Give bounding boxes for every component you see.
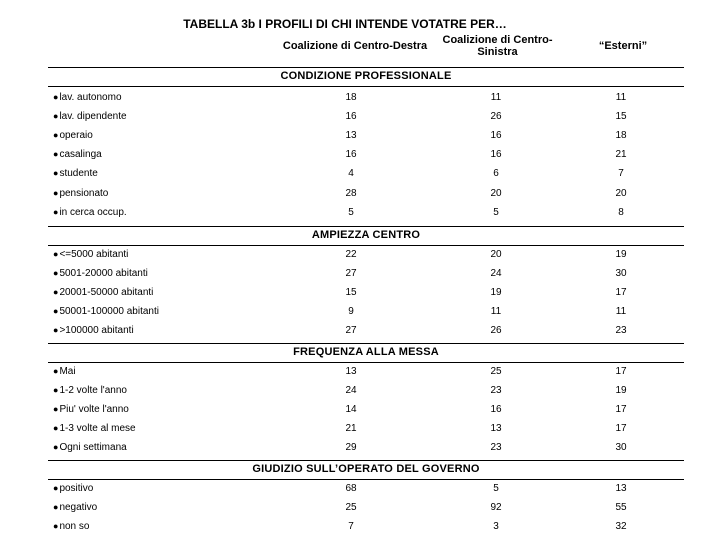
bullet-icon: ● <box>53 521 59 532</box>
row-label-text: Piu' volte l'anno <box>59 404 129 416</box>
row-label-text: lav. dipendente <box>59 111 127 123</box>
value-cell: 14 <box>345 404 357 416</box>
row-label-text: positivo <box>59 483 94 494</box>
value-cell: 55 <box>615 502 627 514</box>
bullet-icon: ● <box>53 149 59 160</box>
value-cell: 19 <box>615 249 627 260</box>
value-cell: 9 <box>348 306 354 318</box>
row-label-text: non so <box>59 521 90 533</box>
table-row <box>48 302 684 321</box>
value-cell: 20 <box>490 249 502 260</box>
value-cell: 7 <box>348 521 354 533</box>
value-cell: 18 <box>345 92 357 103</box>
value-cell: 3 <box>493 521 499 533</box>
value-cell: 22 <box>345 249 357 260</box>
value-cell: 24 <box>345 385 357 397</box>
table-row <box>48 184 684 203</box>
row-label-text: Mai <box>59 366 76 377</box>
value-cell: 15 <box>345 287 357 299</box>
row-label <box>53 321 134 340</box>
row-label-text: casalinga <box>59 149 102 161</box>
bullet-icon: ● <box>53 111 59 122</box>
value-cell: 16 <box>490 149 502 161</box>
bullet-icon: ● <box>53 483 59 493</box>
table-row <box>48 419 684 438</box>
table-row <box>48 438 684 457</box>
table-title: TABELLA 3b I PROFILI DI CHI INTENDE VOTATRE PER… <box>183 17 507 31</box>
value-cell: 13 <box>345 130 357 142</box>
row-label <box>53 164 98 183</box>
value-cell: 27 <box>345 325 357 337</box>
section-rule-top <box>48 226 684 227</box>
value-cell: 23 <box>615 325 627 337</box>
value-cell: 11 <box>615 92 627 103</box>
bullet-icon: ● <box>53 423 59 434</box>
value-cell: 32 <box>615 521 627 533</box>
value-cell: 13 <box>345 366 357 377</box>
column-header-centro-destra: Coalizione di Centro-Destra <box>282 40 428 52</box>
value-cell: 27 <box>345 268 357 280</box>
row-label <box>53 107 127 126</box>
bullet-icon: ● <box>53 306 59 317</box>
row-label-text: 5001-20000 abitanti <box>59 268 148 280</box>
bullet-icon: ● <box>53 92 59 102</box>
value-cell: 19 <box>490 287 502 299</box>
table-row <box>48 145 684 164</box>
row-label-text: operaio <box>59 130 93 142</box>
table-row <box>48 283 684 302</box>
row-label <box>53 419 136 438</box>
value-cell: 25 <box>345 502 357 514</box>
value-cell: 17 <box>615 366 627 377</box>
bullet-icon: ● <box>53 168 59 179</box>
value-cell: 6 <box>493 168 499 180</box>
value-cell: 92 <box>490 502 502 514</box>
table-row <box>48 362 684 381</box>
bullet-icon: ● <box>53 268 59 279</box>
bullet-icon: ● <box>53 366 59 376</box>
row-label-text: 50001-100000 abitanti <box>59 306 159 318</box>
row-label-text: in cerca occup. <box>59 206 127 218</box>
value-cell: 25 <box>490 366 502 377</box>
row-label <box>53 498 97 517</box>
value-cell: 13 <box>490 423 502 435</box>
row-label-text: studente <box>59 168 98 180</box>
section-rule-bottom <box>48 86 684 87</box>
row-label <box>53 203 127 222</box>
value-cell: 11 <box>490 92 502 103</box>
value-cell: 17 <box>615 423 627 435</box>
row-label <box>53 245 128 264</box>
section-heading: CONDIZIONE PROFESSIONALE <box>280 70 452 82</box>
row-label-text: lav. autonomo <box>59 92 122 103</box>
value-cell: 30 <box>615 268 627 280</box>
row-label <box>53 88 122 107</box>
table-row <box>48 126 684 145</box>
bullet-icon: ● <box>53 287 59 298</box>
row-label <box>53 283 153 302</box>
bullet-icon: ● <box>53 130 59 141</box>
row-label <box>53 302 159 321</box>
column-header-esterni: “Esterni” <box>598 40 648 52</box>
value-cell: 30 <box>615 442 627 454</box>
table-row <box>48 107 684 126</box>
value-cell: 7 <box>618 168 624 180</box>
table-row <box>48 381 684 400</box>
value-cell: 16 <box>490 130 502 142</box>
value-cell: 8 <box>618 206 624 218</box>
value-cell: 16 <box>345 149 357 161</box>
value-cell: 18 <box>615 130 627 142</box>
table-row <box>48 264 684 283</box>
value-cell: 16 <box>345 111 357 123</box>
table-row <box>48 517 684 536</box>
table-row <box>48 164 684 183</box>
row-label-text: 1-2 volte l'anno <box>59 385 127 397</box>
bullet-icon: ● <box>53 502 59 513</box>
table-row <box>48 88 684 107</box>
section-heading: GIUDIZIO SULL’OPERATO DEL GOVERNO <box>252 463 480 475</box>
row-label-text: negativo <box>59 502 98 514</box>
section-heading: AMPIEZZA CENTRO <box>311 229 421 241</box>
value-cell: 5 <box>493 483 499 494</box>
row-label-text: 1-3 volte al mese <box>59 423 136 435</box>
bullet-icon: ● <box>53 442 59 453</box>
value-cell: 11 <box>615 306 627 318</box>
value-cell: 23 <box>490 442 502 454</box>
value-cell: 26 <box>490 111 502 123</box>
value-cell: 5 <box>348 206 354 218</box>
row-label-text: 20001-50000 abitanti <box>59 287 154 299</box>
section-rule-top <box>48 460 684 461</box>
value-cell: 20 <box>490 187 502 199</box>
row-label-text: Ogni settimana <box>59 442 127 454</box>
row-label <box>53 438 127 457</box>
row-label-text: <=5000 abitanti <box>59 249 129 260</box>
value-cell: 17 <box>615 404 627 416</box>
row-label <box>53 184 108 203</box>
value-cell: 11 <box>490 306 502 318</box>
value-cell: 5 <box>493 206 499 218</box>
row-label <box>53 479 93 498</box>
value-cell: 28 <box>345 187 357 199</box>
section-heading: FREQUENZA ALLA MESSA <box>293 346 439 358</box>
table-row <box>48 203 684 222</box>
value-cell: 23 <box>490 385 502 397</box>
table-row <box>48 245 684 264</box>
table-row <box>48 400 684 419</box>
row-label <box>53 145 102 164</box>
value-cell: 15 <box>615 111 627 123</box>
section-rule-top <box>48 67 684 68</box>
value-cell: 21 <box>615 149 627 161</box>
value-cell: 29 <box>345 442 357 454</box>
column-header-centro-sinistra-text: Coalizione di Centro- Sinistra <box>442 34 553 58</box>
bullet-icon: ● <box>53 385 59 396</box>
row-label <box>53 400 129 419</box>
section-rule-top <box>48 343 684 344</box>
row-label <box>53 362 76 381</box>
bullet-icon: ● <box>53 187 59 198</box>
bullet-icon: ● <box>53 249 59 259</box>
value-cell: 19 <box>615 385 627 397</box>
value-cell: 13 <box>615 483 627 494</box>
row-label <box>53 517 89 536</box>
value-cell: 20 <box>615 187 627 199</box>
bullet-icon: ● <box>53 325 59 336</box>
column-header-centro-sinistra <box>425 34 570 58</box>
value-cell: 16 <box>490 404 502 416</box>
table-row <box>48 321 684 340</box>
value-cell: 68 <box>345 483 357 494</box>
row-label <box>53 264 148 283</box>
bullet-icon: ● <box>53 404 59 415</box>
row-label-text: pensionato <box>59 187 109 199</box>
row-label <box>53 381 127 400</box>
table-row <box>48 479 684 498</box>
value-cell: 17 <box>615 287 627 299</box>
value-cell: 21 <box>345 423 357 435</box>
value-cell: 4 <box>348 168 354 180</box>
row-label-text: >100000 abitanti <box>59 325 134 337</box>
value-cell: 24 <box>490 268 502 280</box>
bullet-icon: ● <box>53 206 59 217</box>
row-label <box>53 126 93 145</box>
value-cell: 26 <box>490 325 502 337</box>
table-row <box>48 498 684 517</box>
